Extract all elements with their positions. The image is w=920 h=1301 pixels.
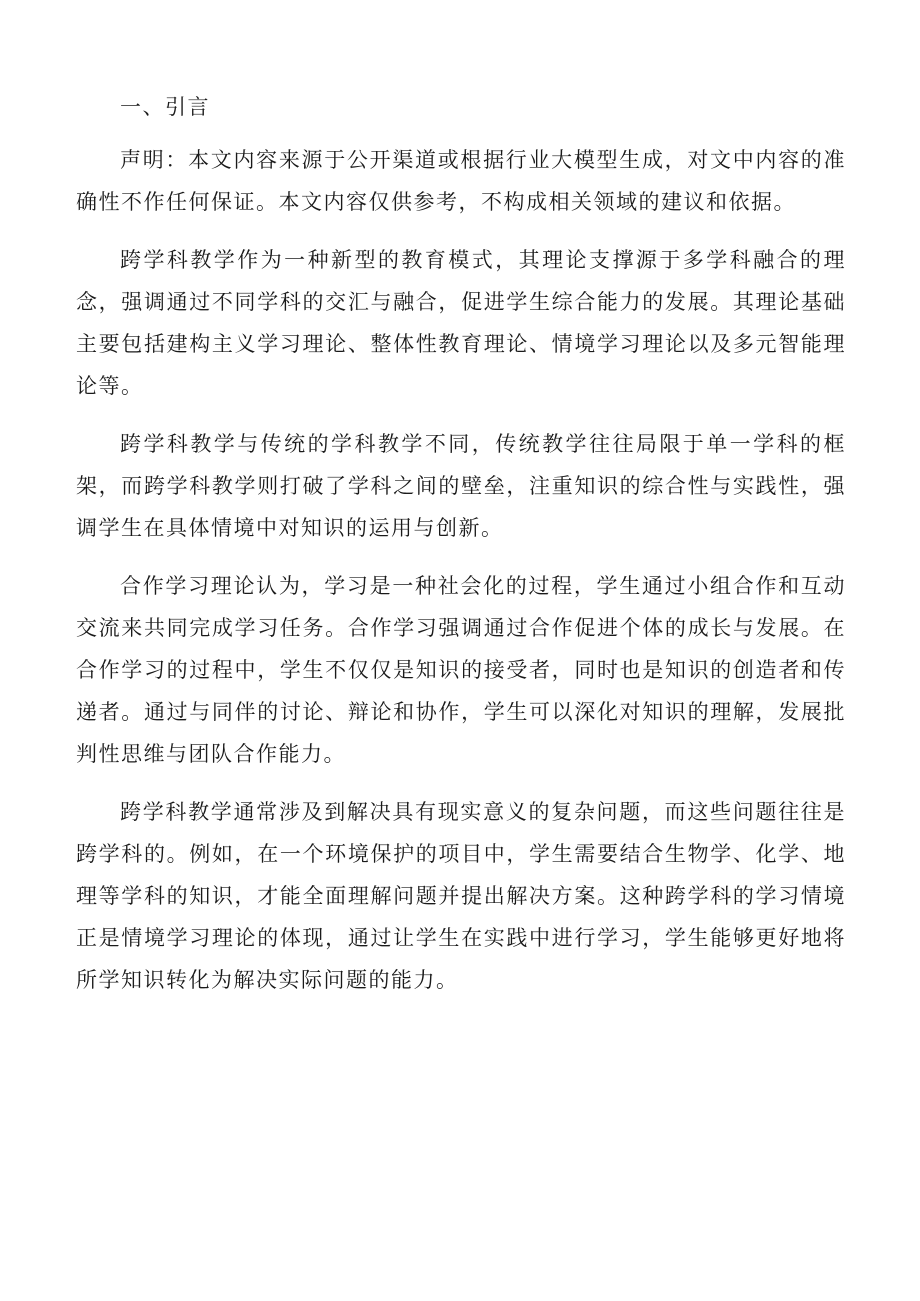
document-body <box>76 86 846 1017</box>
body-paragraph: 跨学科教学作为一种新型的教育模式，其理论支撑源于多学科融合的理念，强调通过不同学科的交汇与融合，促进学生综合能力的发展。其理论基础主要包括建构主义学习理论、整体性教育理论、情境学习理论以及多元智能理论等。 <box>76 248 846 398</box>
section-heading: 一、引言 <box>120 95 210 119</box>
body-paragraph: 跨学科教学与传统的学科教学不同，传统教学往往局限于单一学科的框架，而跨学科教学则打破了学科之间的壁垒，注重知识的综合性与实践性，强调学生在具体情境中对知识的运用与创新。 <box>76 432 846 540</box>
body-paragraph: 跨学科教学通常涉及到解决具有现实意义的复杂问题，而这些问题往往是跨学科的。例如，在一个环境保护的项目中，学生需要结合生物学、化学、地理等学科的知识，才能全面理解问题并提出解决方案。这种跨学科的学习情境正是情境学习理论的体现，通过让学生在实践中进行学习，学生能够更好地将所学知识转化为解决实际问题的能力。 <box>76 800 846 992</box>
body-paragraph: 合作学习理论认为，学习是一种社会化的过程，学生通过小组合作和互动交流来共同完成学习任务。合作学习强调通过合作促进个体的成长与发展。在合作学习的过程中，学生不仅仅是知识的接受者，同时也是知识的创造者和传递者。通过与同伴的讨论、辩论和协作，学生可以深化对知识的理解，发展批判性思维与团队合作能力。 <box>76 574 846 766</box>
disclaimer-paragraph: 声明：本文内容来源于公开渠道或根据行业大模型生成，对文中内容的准确性不作任何保证。本文内容仅供参考，不构成相关领域的建议和依据。 <box>76 148 846 214</box>
